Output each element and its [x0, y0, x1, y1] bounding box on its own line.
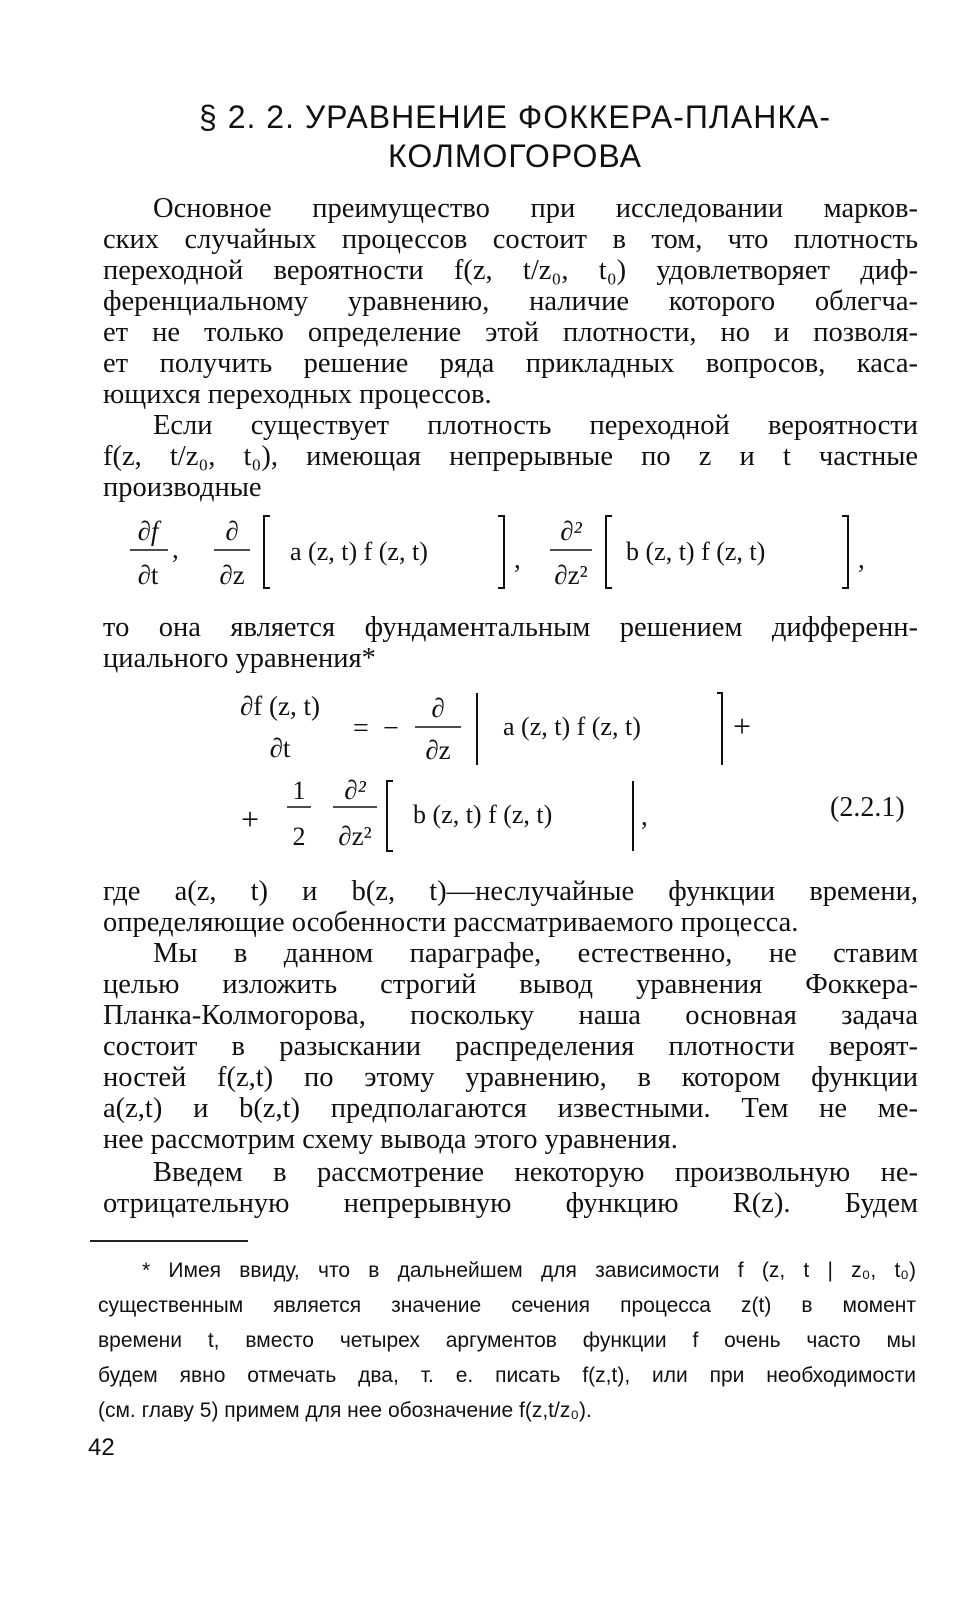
- paragraph-5-line: Мы в данном параграфе, естественно, не ставим: [153, 938, 918, 969]
- paragraph-4-line: определяющие особенности рассматриваемого процесса.: [103, 907, 799, 938]
- paragraph-2-line: производные: [103, 472, 262, 503]
- rhs-dz-denominator: ∂z: [425, 735, 451, 765]
- footnote-line: времени t, вместо четырех аргументов функции f очень часто мы: [98, 1329, 916, 1352]
- d2-dz2-fraction: [550, 516, 592, 590]
- svg-text:,: ,: [172, 534, 179, 564]
- one-half-fraction: [287, 776, 311, 851]
- footnote-line: * Имея ввиду, что в дальнейшем для зависимости f (z, t | z₀, t₀): [142, 1259, 916, 1282]
- paragraph-5-line: нее рассмотрим схему вывода этого уравнения.: [103, 1124, 678, 1155]
- paragraph-1-line: ет не только определение этой плотности, но и позволя-: [103, 317, 918, 348]
- paragraph-1-line: ющихся переходных процессов.: [103, 379, 492, 410]
- equation-number: (2.2.1): [830, 792, 905, 823]
- d-numerator: ∂: [225, 516, 239, 546]
- footnote-line: существенным является значение сечения процесса z(t) в момент: [98, 1294, 916, 1317]
- df-numerator: ∂f: [137, 516, 159, 546]
- paragraph-5-line: ностей f(z,t) по этому уравнению, в котором функции: [103, 1062, 918, 1093]
- d2-numerator: ∂²: [560, 516, 582, 546]
- plus-sign: +: [733, 708, 752, 744]
- footnote-line: будем явно отмечать два, т. е. писать f(z,t), или при необходимости: [98, 1364, 916, 1387]
- paragraph-1-line: Основное преимущество при исследовании марков-: [153, 193, 918, 224]
- svg-text:,: ,: [858, 544, 865, 574]
- rhs-d-numerator: ∂: [431, 693, 445, 723]
- paragraph-4-line: где a(z, t) и b(z, t)—неслучайные функции времени,: [103, 876, 918, 907]
- rhs-d2-numerator: ∂²: [344, 775, 366, 805]
- paragraph-1-line: ференциальному уравнению, наличие которого облегча-: [103, 286, 918, 317]
- equals-sign: =: [353, 713, 369, 744]
- dz2-denominator: ∂z²: [554, 560, 588, 590]
- rhs-a-times-f: a (z, t) f (z, t): [503, 712, 641, 741]
- paragraph-6-line: Введем в рассмотрение некоторую произвольную не-: [153, 1157, 918, 1188]
- paragraph-5-line: целью изложить строгий вывод уравнения Фоккера-: [103, 969, 918, 1000]
- paragraph-3-line: то она является фундаментальным решением дифференн-: [103, 612, 918, 643]
- paragraph-1-line: ских случайных процессов состоит в том, что плотность: [103, 224, 918, 255]
- df-dt-fraction: [130, 516, 168, 590]
- b-times-f-expression: b (z, t) f (z, t): [626, 537, 766, 566]
- lhs-numerator: ∂f (z, t): [239, 691, 321, 721]
- d-dz-fraction: [214, 516, 250, 590]
- section-heading-line-2: КОЛМОГОРОВА: [388, 138, 642, 174]
- footnote-line: (см. главу 5) примем для нее обозначение f(z,t/z₀).: [98, 1399, 592, 1422]
- half-numerator: 1: [292, 776, 306, 805]
- dz-denominator: ∂z: [219, 560, 245, 590]
- paragraph-3-line: циального уравнения*: [103, 643, 376, 674]
- paragraph-5-line: состоит в разыскании распределения плотности вероят-: [103, 1031, 918, 1062]
- dt-denominator: ∂t: [137, 560, 159, 590]
- paragraph-2-line: Если существует плотность переходной вероятности: [153, 410, 918, 441]
- rhs-b-times-f: b (z, t) f (z, t): [413, 800, 553, 829]
- svg-text:,: ,: [514, 544, 521, 574]
- partial-derivatives-formula: [120, 508, 880, 598]
- rhs-d2-dz2-fraction: [333, 775, 377, 851]
- fokker-planck-equation: [215, 685, 775, 860]
- paragraph-5-line: Планка-Колмогорова, поскольку наша основная задача: [103, 1000, 918, 1031]
- minus-sign: −: [383, 713, 399, 744]
- leading-plus-sign: +: [241, 801, 260, 837]
- lhs-fraction: [240, 691, 320, 763]
- section-heading-line-1: § 2. 2. УРАВНЕНИЕ ФОККЕРА-ПЛАНКА-: [199, 99, 831, 135]
- lhs-denominator: ∂t: [269, 733, 291, 763]
- rhs-dz2-denominator: ∂z²: [338, 821, 372, 851]
- paragraph-2-line: f(z, t/z₀, t₀), имеющая непрерывные по z и t частные: [103, 441, 918, 472]
- paragraph-5-line: a(z,t) и b(z,t) предполагаются известными. Тем не ме-: [103, 1093, 918, 1124]
- paragraph-1-line: ет получить решение ряда прикладных вопросов, каса-: [103, 348, 918, 379]
- page-number: 42: [88, 1434, 115, 1461]
- paragraph-1-line: переходной вероятности f(z, t/z₀, t₀) удовлетворяет диф-: [103, 255, 918, 286]
- equation-comma: ,: [641, 801, 648, 831]
- a-times-f-expression: a (z, t) f (z, t): [290, 537, 428, 566]
- footnote-separator: [90, 1240, 248, 1242]
- rhs-d-dz-fraction: [415, 693, 461, 765]
- half-denominator: 2: [292, 822, 306, 851]
- paragraph-6-line: отрицательную непрерывную функцию R(z). Будем: [103, 1188, 918, 1219]
